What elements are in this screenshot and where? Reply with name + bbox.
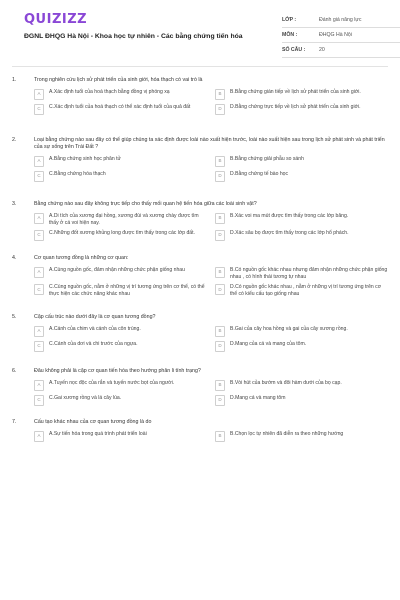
option-letter-box: D — [215, 395, 225, 406]
answer-option-d[interactable] — [215, 104, 388, 115]
answer-option-c[interactable] — [34, 171, 207, 182]
question-text: Cặp cấu trúc nào dưới đây là cơ quan tương đồng? — [34, 313, 156, 320]
option-text: C.Xác định tuổi của hoá thạch có thể xác định tuổi của quả đất — [49, 104, 191, 110]
option-text: D.Mang cá và mang tôm — [230, 394, 286, 401]
meta-value: ĐHQG Hà Nội — [319, 32, 352, 38]
answer-option-a[interactable] — [34, 267, 207, 280]
answer-option-b[interactable] — [215, 267, 388, 280]
answer-options — [34, 267, 388, 297]
answer-option-d[interactable] — [215, 230, 388, 241]
question-number: 4. — [12, 255, 17, 262]
option-letter-box: C — [34, 230, 44, 241]
option-letter-box: D — [215, 230, 225, 241]
meta-label: SỐ CÂU : — [282, 47, 306, 53]
question-number: 3. — [12, 201, 17, 207]
meta-value: Đánh giá năng lực — [319, 17, 362, 23]
question-header — [12, 314, 388, 321]
answer-option-b[interactable] — [215, 380, 388, 391]
question-3 — [12, 201, 388, 241]
question-1 — [12, 77, 388, 115]
option-text: A.Bằng chứng sinh học phân tử — [49, 156, 121, 162]
answer-option-b[interactable] — [215, 213, 388, 226]
answer-options — [34, 89, 388, 115]
option-text: D.Bằng chứng tế bào học — [230, 171, 289, 177]
answer-options — [34, 380, 388, 406]
question-text: Bằng chứng nào sau đây không trực tiếp cho thấy mối quan hệ tiến hóa giữa các loài sinh vật? — [34, 201, 257, 207]
answer-option-b[interactable] — [215, 156, 388, 167]
answer-option-a[interactable] — [34, 213, 207, 226]
meta-row-subject — [282, 28, 400, 43]
option-text: D.Mang của cá và mang của tôm. — [230, 340, 307, 347]
question-header — [12, 255, 388, 262]
answer-options — [34, 431, 388, 442]
option-letter-box: A — [34, 326, 44, 337]
option-text: B.Bằng chứng gián tiếp về lịch sử phát triển của sinh giới. — [230, 89, 361, 95]
option-letter-box: C — [34, 104, 44, 115]
option-text: D.Xác sâu bọ được tìm thấy trong các lớp hổ phách. — [230, 230, 349, 237]
answer-option-a[interactable] — [34, 326, 207, 337]
answer-option-c[interactable] — [34, 341, 207, 352]
option-letter-box: A — [34, 89, 44, 100]
meta-row-class — [282, 13, 400, 28]
option-letter-box: A — [34, 380, 44, 391]
question-header — [12, 137, 388, 151]
question-text: Đâu không phải là cặp cơ quan tiến hóa theo hướng phân li tính trạng? — [34, 367, 201, 374]
option-letter-box: A — [34, 213, 44, 224]
answer-option-d[interactable] — [215, 284, 388, 297]
option-letter-box: C — [34, 171, 44, 182]
option-letter-box: B — [215, 431, 225, 442]
option-letter-box: D — [215, 104, 225, 115]
option-letter-box: B — [215, 380, 225, 391]
option-text: A.Di tích của xương đại hồng, xương đùi và xương chày được tìm thấy ở cá voi hiện nay. — [49, 213, 199, 226]
answer-option-b[interactable] — [215, 431, 388, 442]
meta-label: LỚP : — [282, 17, 297, 23]
answer-options — [34, 326, 388, 352]
option-letter-box: D — [215, 341, 225, 352]
question-7 — [12, 419, 388, 442]
option-text: B.Chọn lọc tự nhiên đã diễn ra theo những hướng — [230, 430, 344, 437]
option-text: A.Xác định tuổi của hoá thạch bằng đồng vị phóng xạ — [49, 89, 170, 95]
answer-option-a[interactable] — [34, 89, 207, 100]
question-6 — [12, 368, 388, 406]
answer-option-b[interactable] — [215, 326, 388, 337]
option-letter-box: B — [215, 267, 225, 278]
option-letter-box: D — [215, 284, 225, 295]
option-text: C.Cùng nguồn gốc, nằm ở những vị trí tương ứng trên cơ thể, có thể thực hiện các chức năng khác nhau — [49, 284, 205, 297]
question-number: 6. — [12, 367, 17, 374]
answer-option-c[interactable] — [34, 284, 207, 297]
option-text: D.Bằng chứng trực tiếp về lịch sử phát triển của sinh giới. — [230, 104, 361, 110]
option-text: A.Tuyến nọc độc của rắn và tuyến nước bọt của người. — [49, 379, 175, 386]
option-letter-box: B — [215, 213, 225, 224]
option-letter-box: A — [34, 156, 44, 167]
option-text: C.Bằng chứng hóa thạch — [49, 171, 106, 177]
option-text: B.Gai của cây hoa hồng và gai của cây xương rồng. — [230, 325, 348, 332]
answer-option-c[interactable] — [34, 395, 207, 406]
answer-option-c[interactable] — [34, 230, 207, 241]
question-header — [12, 419, 388, 426]
option-letter-box: A — [34, 431, 44, 442]
option-letter-box: C — [34, 284, 44, 295]
quizizz-logo: QUIZIZZ — [24, 12, 88, 27]
answer-option-c[interactable] — [34, 104, 207, 115]
worksheet-header — [12, 0, 388, 66]
option-letter-box: C — [34, 395, 44, 406]
answer-option-d[interactable] — [215, 341, 388, 352]
question-number: 7. — [12, 418, 17, 425]
header-divider — [12, 66, 388, 67]
question-5 — [12, 314, 388, 352]
question-header — [12, 368, 388, 375]
option-letter-box: B — [215, 156, 225, 167]
question-number: 1. — [12, 77, 17, 83]
question-2 — [12, 137, 388, 182]
option-letter-box: D — [215, 171, 225, 182]
option-text: B.Xác voi ma mút được tìm thấy trong các lớp băng. — [230, 213, 349, 219]
meta-value: 20 — [319, 47, 325, 53]
question-number: 5. — [12, 313, 17, 320]
answer-option-d[interactable] — [215, 171, 388, 182]
option-text: C.Gai xương rồng và lá cây lúa. — [49, 394, 122, 401]
question-text: Cơ quan tương đồng là những cơ quan: — [34, 255, 129, 262]
option-text: A.Sự tiến hóa trong quá trình phát triển loài — [49, 430, 147, 437]
answer-option-a[interactable] — [34, 380, 207, 391]
meta-row-count — [282, 43, 400, 58]
answer-option-d[interactable] — [215, 395, 388, 406]
option-letter-box: A — [34, 267, 44, 278]
option-letter-box: C — [34, 341, 44, 352]
option-text: A.Cùng nguồn gốc, đảm nhận những chức phận giống nhau — [49, 267, 185, 274]
option-text: C.Cánh của dơi và chi trước của ngựa. — [49, 340, 138, 347]
option-text: B.Bằng chứng giải phẫu so sánh — [230, 156, 304, 162]
answer-options — [34, 213, 388, 241]
question-number: 2. — [12, 137, 17, 143]
option-text: B.Vòi hút của bướm và đôi hàm dưới của bọ cạp. — [230, 379, 342, 386]
question-4 — [12, 255, 388, 297]
question-header — [12, 201, 388, 208]
answer-option-a[interactable] — [34, 156, 207, 167]
option-text: C.Những đốt xương khủng long được tìm thấy trong các lớp đất. — [49, 230, 195, 237]
question-header — [12, 77, 388, 84]
question-list — [12, 77, 388, 442]
answer-option-a[interactable] — [34, 431, 207, 442]
option-text: D.Có nguồn gốc khác nhau , nằm ở những vị trí tương ứng trên cơ thể có kiểu cấu tạo giống nhau — [230, 284, 382, 297]
option-text: A.Cánh của chim và cánh của côn trùng. — [49, 325, 141, 332]
question-text: Loại bằng chứng nào sau đây có thể giúp chúng ta xác định được loài nào xuất hiện trước, loài nào xuất hiện sau trong lịch sử phát sinh và phát triển của sự sống trên Trái Đất ? — [34, 137, 385, 150]
answer-option-b[interactable] — [215, 89, 388, 100]
worksheet-title: ĐGNL ĐHQG Hà Nội - Khoa học tự nhiên - Các bằng chứng tiến hóa — [24, 33, 243, 40]
meta-label: MÔN : — [282, 32, 298, 38]
worksheet-meta — [282, 13, 400, 58]
question-text: Cấu tạo khác nhau của cơ quan tương đồng là do — [34, 418, 152, 425]
option-text: B.Có nguồn gốc khác nhau nhưng đảm nhận những chức phận giống nhau , có hình thái tương tự nhau — [230, 267, 388, 280]
option-letter-box: B — [215, 89, 225, 100]
question-text: Trong nghiên cứu lịch sử phát triển của sinh giới, hóa thạch có vai trò là — [34, 77, 203, 83]
answer-options — [34, 156, 388, 182]
option-letter-box: B — [215, 326, 225, 337]
